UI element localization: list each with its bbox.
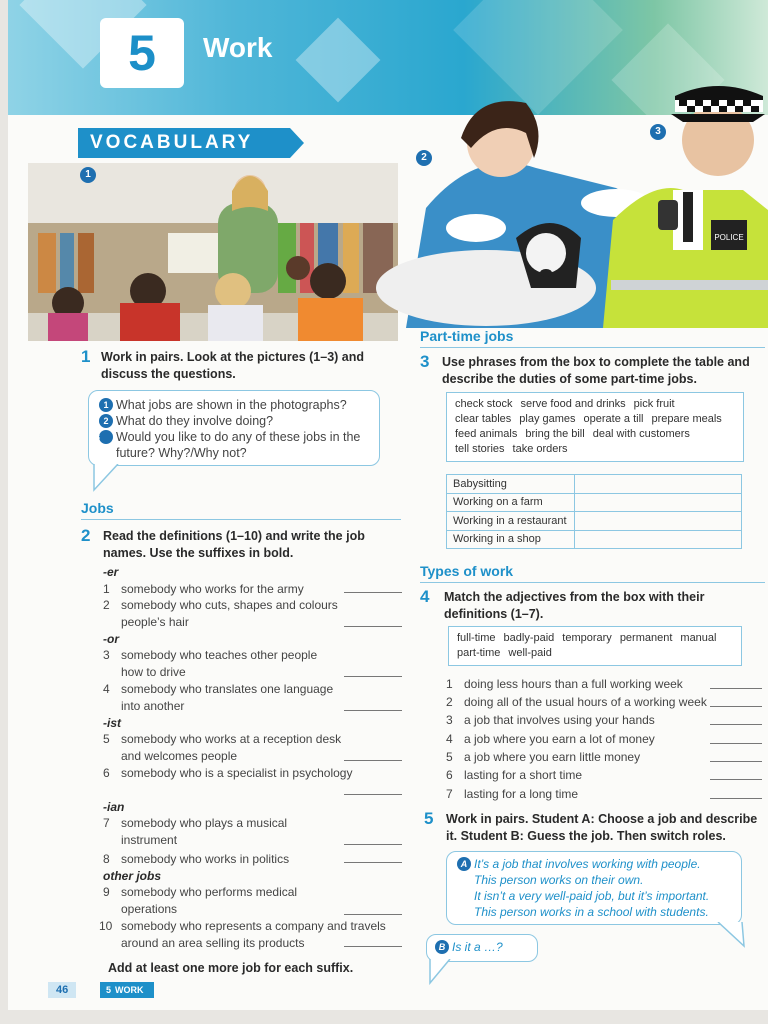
table-row: Working on a farm <box>447 493 742 512</box>
suffix-or: -or <box>103 632 119 646</box>
phrase-row: clear tables play games operate a till prepare meals <box>455 413 722 425</box>
ex4-item: 1 doing less hours than a full working week <box>446 677 683 691</box>
ex4-item: 7 lasting for a long time <box>446 787 579 801</box>
question-text: What jobs are shown in the photographs? <box>116 398 347 412</box>
answer-line <box>344 794 402 795</box>
table-row: Working in a shop <box>447 530 742 549</box>
answer-line <box>710 724 762 725</box>
ex2-item: 5 somebody who works at a reception desk and welcomes people <box>103 732 342 763</box>
photo-badge-1: 1 <box>80 167 96 183</box>
question-number-badge: 1 <box>99 398 113 412</box>
ex1-question <box>94 429 369 461</box>
answer-cell[interactable] <box>575 493 742 512</box>
ex4-item: 4 a job where you earn a lot of money <box>446 732 655 746</box>
ex2-item: 6 somebody who is a specialist in psychology <box>103 766 353 780</box>
ex2-item: 9 somebody who performs medical operations <box>103 885 298 916</box>
question-number-badge: 2 <box>99 414 113 428</box>
ex2-item: 7 somebody who plays a musical instrument <box>103 816 288 847</box>
ex1-question <box>99 413 369 429</box>
ex2-instruction: Read the definitions (1–10) and write the job names. Use the suffixes in bold. <box>103 529 365 560</box>
ex2-number: 2 <box>81 526 91 545</box>
answer-line <box>710 743 762 744</box>
photo-badge-2: 2 <box>416 150 432 166</box>
answer-line <box>344 914 402 915</box>
ex4-item: 6 lasting for a short time <box>446 768 583 782</box>
ex5-instruction: Work in pairs. Student A: Choose a job and describe it. Student B: Guess the job. Then switch roles. <box>446 812 758 843</box>
answer-cell[interactable] <box>575 530 742 549</box>
speaker-b-badge: B <box>435 940 449 954</box>
answer-cell[interactable] <box>575 475 742 494</box>
speaker-b-bubble <box>426 934 538 962</box>
answer-line <box>344 862 402 863</box>
suffix-other-jobs: other jobs <box>103 869 162 883</box>
ex2-item: 4 somebody who translates one language into another <box>103 682 334 713</box>
answer-line <box>710 706 762 707</box>
answer-cell[interactable] <box>575 512 742 531</box>
photo-police-officer <box>603 80 768 328</box>
ex3-instruction: Use phrases from the box to complete the table and describe the duties of some part-time jobs. <box>442 355 750 386</box>
phrase-row: feed animals bring the bill deal with customers <box>455 428 690 440</box>
adjective-row: full-time badly-paid temporary permanent manual <box>457 632 717 644</box>
ex2-footer-task: Add at least one more job for each suffix. <box>108 961 354 975</box>
jobs-heading: Jobs <box>81 500 401 520</box>
suffix-ist: -ist <box>103 716 121 730</box>
suffix-er: -er <box>103 565 119 579</box>
adjective-row: part-time well-paid <box>457 647 552 659</box>
speaker-b-line: B Is it a …? <box>435 939 529 955</box>
answer-line <box>344 844 402 845</box>
speaker-a-lines: A It’s a job that involves working with people. This person works on their own. It isn’t a very well-paid job, but it’s important. This person works in a school with students. <box>457 856 731 920</box>
answer-line <box>344 946 402 947</box>
ex4-instruction: Match the adjectives from the box with their definitions (1–7). <box>444 590 705 621</box>
answer-line <box>710 688 762 689</box>
ex2-item: 10 somebody who represents a company and travels around an area selling its products <box>99 919 386 950</box>
vocabulary-label: VOCABULARY <box>78 128 290 158</box>
police-label: POLICE <box>714 233 744 242</box>
ex2-item: 8 somebody who works in politics <box>103 852 290 866</box>
ex1-question <box>99 397 369 413</box>
table-row: Working in a restaurant <box>447 512 742 531</box>
phrase-row: tell stories take orders <box>455 443 568 455</box>
bubble-tail <box>428 959 454 985</box>
ex2-item: 3 somebody who teaches other people how to drive <box>103 648 318 679</box>
answer-line <box>344 626 402 627</box>
ex1-questions-bubble <box>88 390 380 466</box>
ex4-item: 5 a job where you earn little money <box>446 750 641 764</box>
table-row: Babysitting <box>447 475 742 494</box>
answer-line <box>344 592 402 593</box>
ex4-adjective-box <box>448 626 742 666</box>
unit-number: 5 <box>100 18 184 88</box>
photo-teacher-classroom <box>28 163 398 341</box>
question-number-badge: 3 <box>99 430 113 444</box>
ex4-number: 4 <box>420 587 430 606</box>
page-number: 46 <box>48 982 76 998</box>
answer-line <box>344 710 402 711</box>
answer-line <box>344 676 402 677</box>
ex1-number: 1 <box>81 347 91 366</box>
speaker-a-badge: A <box>457 857 471 871</box>
ex3-number: 3 <box>420 352 430 371</box>
answer-line <box>710 761 762 762</box>
unit-title: Work <box>203 32 273 63</box>
speaker-a-bubble <box>446 851 742 925</box>
ex2-item: 1 somebody who works for the army <box>103 582 304 596</box>
ex3-duties-table <box>446 474 742 549</box>
answer-line <box>344 760 402 761</box>
types-heading: Types of work <box>420 563 765 583</box>
question-text: What do they involve doing? <box>116 414 274 428</box>
ex4-item: 2 doing all of the usual hours of a working week <box>446 695 707 709</box>
bubble-tail <box>92 464 122 492</box>
parttime-heading: Part-time jobs <box>420 328 765 348</box>
unit-footer-tag: 5 WORK <box>100 982 154 998</box>
ex4-item: 3 a job that involves using your hands <box>446 713 655 727</box>
ex2-item: 2 somebody who cuts, shapes and colours people’s hair <box>103 598 338 629</box>
answer-line <box>710 779 762 780</box>
textbook-page <box>8 0 768 1010</box>
suffix-ian: -ian <box>103 800 125 814</box>
phrase-row: check stock serve food and drinks pick fruit <box>455 398 675 410</box>
ex5-number: 5 <box>424 809 434 828</box>
answer-line <box>710 798 762 799</box>
bubble-tail <box>716 922 746 948</box>
ex3-phrase-box <box>446 392 744 462</box>
ex1-instruction: Work in pairs. Look at the pictures (1–3) and discuss the questions. <box>101 350 365 381</box>
photo-badge-3: 3 <box>650 124 666 140</box>
question-text: Would you like to do any of these jobs in the future? Why?/Why not? <box>116 430 361 460</box>
